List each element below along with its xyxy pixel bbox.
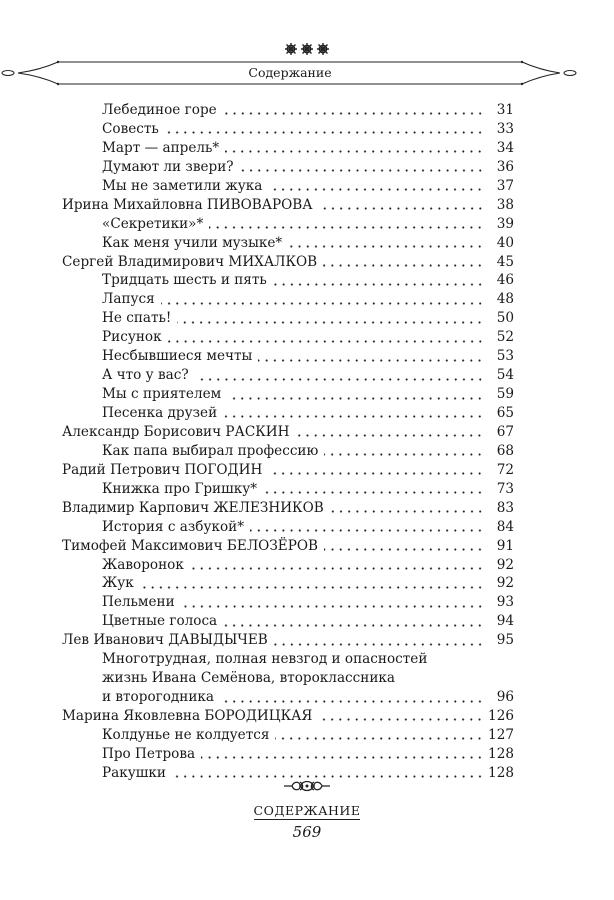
toc-entry-page: 92 [496, 575, 514, 592]
toc-entry-text: Ракушки [102, 764, 166, 781]
toc-entry-text: Жаворонок [102, 556, 184, 573]
toc-entry-text: Про Петрова [102, 745, 196, 762]
toc-entry-page: 54 [496, 367, 514, 384]
toc-entry-page: 94 [496, 613, 514, 630]
toc-title-entry [62, 745, 514, 764]
toc-entry-page: 128 [488, 745, 514, 762]
toc-entry-text: Радий Петрович ПОГОДИН [62, 461, 263, 478]
dot-leader [209, 226, 484, 229]
toc-entry-text: Книжка про Гришку* [102, 480, 258, 497]
toc-title-entry [62, 215, 514, 234]
toc-entry-page: 40 [496, 234, 514, 251]
toc-title-entry [62, 385, 514, 404]
toc-entry-text: Владимир Карпович ЖЕЛЕЗНИКОВ [62, 499, 324, 516]
toc-entry-page: 45 [496, 253, 514, 270]
toc-entry-text: «Секретики»* [102, 215, 204, 232]
toc-entry-text: Жук [102, 575, 134, 592]
toc-title-entry [62, 688, 514, 707]
toc-entry-page: 92 [496, 556, 514, 573]
toc-entry-text: Цветные голоса [102, 613, 218, 630]
dot-leader [195, 378, 484, 381]
toc-entry-text: Мы не заметили жука [102, 177, 263, 194]
table-of-contents [62, 101, 514, 783]
toc-title-entry [62, 726, 514, 745]
toc-entry-page: 48 [496, 291, 514, 308]
toc-author-entry [62, 423, 514, 442]
toc-author-entry [62, 707, 514, 726]
dot-leader [324, 548, 484, 551]
toc-entry-page: 126 [488, 708, 514, 724]
toc-entry-page: 50 [496, 310, 514, 327]
toc-title-entry [62, 612, 514, 631]
toc-author-entry [62, 631, 514, 650]
dot-leader [140, 586, 484, 589]
toc-entry-text: жизнь Ивана Семёнова, второклассника [102, 670, 395, 687]
dot-leader [220, 700, 484, 703]
toc-entry-text: А что у вас? [102, 367, 189, 384]
dot-leader [225, 150, 484, 153]
toc-entry-page: 127 [488, 726, 514, 743]
toc-entry-page: 84 [496, 518, 514, 535]
dot-leader [250, 529, 484, 532]
scroll-ornament-icon [282, 779, 332, 793]
footer-ornament [0, 778, 614, 797]
dot-leader [161, 302, 484, 305]
dot-leader [318, 718, 484, 721]
toc-title-entry [62, 328, 514, 347]
page-number: 569 [292, 823, 322, 841]
header-frame [58, 58, 522, 88]
toc-entry-page: 37 [496, 177, 514, 194]
toc-title-entry [62, 234, 514, 253]
toc-author-entry [62, 537, 514, 556]
toc-entry-page: 53 [496, 348, 514, 365]
dot-leader [268, 472, 484, 475]
toc-title-entry [62, 650, 514, 669]
toc-entry-page: 36 [496, 158, 514, 175]
toc-title-entry [62, 669, 514, 688]
toc-entry-page: 91 [496, 537, 514, 554]
toc-entry-text: Песенка друзей [102, 405, 218, 421]
toc-entry-page: 59 [496, 386, 514, 403]
toc-entry-page: 67 [496, 423, 514, 440]
dot-leader [275, 737, 484, 740]
toc-entry-text: Ирина Михайловна ПИВОВАРОВА [62, 196, 313, 213]
running-footer [0, 803, 614, 818]
dot-leader [177, 321, 484, 324]
toc-title-entry [62, 593, 514, 612]
toc-entry-text: Как меня учили музыке* [102, 234, 283, 251]
toc-entry-page: 46 [496, 272, 514, 289]
toc-entry-page: 128 [488, 764, 514, 781]
toc-entry-text: История с азбукой* [102, 518, 245, 535]
gear-ornament-icon [284, 43, 330, 55]
toc-title-entry [62, 366, 514, 385]
toc-entry-text: Март — апрель* [102, 139, 220, 156]
dot-leader [324, 453, 484, 456]
running-header-title: Содержание [248, 65, 332, 80]
toc-entry-text: Многотрудная, полная невзгод и опасностей [102, 651, 428, 668]
toc-entry-text: Как папа выбирал профессию [102, 442, 319, 459]
dot-leader [240, 169, 484, 172]
toc-author-entry [62, 461, 514, 480]
dot-leader [295, 434, 484, 437]
toc-author-entry [62, 253, 514, 272]
toc-entry-page: 96 [496, 689, 514, 706]
toc-title-entry [62, 347, 514, 366]
toc-title-entry [62, 101, 514, 120]
toc-entry-page: 31 [496, 102, 514, 118]
toc-entry-text: Лебединое горе [102, 102, 217, 118]
dot-leader [201, 756, 484, 759]
toc-entry-page: 33 [496, 120, 514, 137]
dot-leader [181, 605, 484, 608]
toc-entry-page: 65 [496, 405, 514, 421]
toc-entry-text: Лев Иванович ДАВЫДЫЧЕВ [62, 632, 268, 649]
toc-title-entry [62, 120, 514, 139]
dot-leader [190, 567, 484, 570]
dot-leader [223, 415, 484, 418]
toc-entry-page: 95 [496, 632, 514, 649]
dot-leader [227, 397, 484, 400]
dot-leader [268, 188, 484, 191]
toc-entry-text: Колдунье не колдуется [102, 726, 270, 743]
toc-title-entry [62, 574, 514, 593]
running-footer-title: СОДЕРЖАНИЕ [253, 803, 361, 818]
toc-entry-text: Сергей Владимирович МИХАЛКОВ [62, 253, 318, 270]
dot-leader [330, 510, 484, 513]
dot-leader [263, 491, 484, 494]
toc-entry-text: Мы с приятелем [102, 386, 222, 403]
dot-leader [258, 359, 484, 362]
toc-entry-text: Несбывшиеся мечты [102, 348, 253, 365]
toc-entry-text: Пельмени [102, 594, 175, 611]
toc-entry-text: Тридцать шесть и пять [102, 272, 267, 289]
toc-entry-text: Совесть [102, 120, 159, 137]
toc-entry-page: 52 [496, 329, 514, 346]
toc-entry-page: 72 [496, 461, 514, 478]
toc-author-entry [62, 499, 514, 518]
toc-entry-text: Думают ли звери? [102, 158, 234, 175]
toc-entry-text: Рисунок [102, 329, 162, 346]
toc-title-entry [62, 271, 514, 290]
toc-entry-page: 68 [496, 442, 514, 459]
toc-title-entry [62, 290, 514, 309]
dot-leader [223, 112, 484, 115]
toc-title-entry [62, 480, 514, 499]
toc-entry-page: 73 [496, 480, 514, 497]
toc-entry-text: Не спать! [102, 310, 172, 327]
toc-title-entry [62, 177, 514, 196]
dot-leader [288, 245, 484, 248]
toc-entry-text: Марина Яковлевна БОРОДИЦКАЯ [62, 708, 313, 724]
toc-entry-page: 93 [496, 594, 514, 611]
toc-title-entry [62, 404, 514, 423]
toc-entry-page: 39 [496, 215, 514, 232]
dot-leader [223, 624, 484, 627]
toc-entry-text: Александр Борисович РАСКИН [62, 423, 290, 440]
toc-title-entry [62, 309, 514, 328]
toc-entry-text: Лапуся [102, 291, 155, 308]
toc-entry-page: 38 [496, 196, 514, 213]
dot-leader [165, 131, 484, 134]
dot-leader [274, 643, 484, 646]
dot-leader [323, 264, 484, 267]
toc-title-entry [62, 556, 514, 575]
dot-leader [319, 207, 484, 210]
toc-entry-text: и второгодника [102, 689, 215, 706]
toc-entry-page: 34 [496, 139, 514, 156]
toc-title-entry [62, 139, 514, 158]
toc-title-entry [62, 158, 514, 177]
toc-entry-text: Тимофей Максимович БЕЛОЗЁРОВ [62, 537, 318, 554]
toc-title-entry [62, 518, 514, 537]
dot-leader [168, 340, 484, 343]
toc-author-entry [62, 196, 514, 215]
dot-leader [273, 283, 484, 286]
toc-title-entry [62, 442, 514, 461]
toc-entry-page: 83 [496, 499, 514, 516]
